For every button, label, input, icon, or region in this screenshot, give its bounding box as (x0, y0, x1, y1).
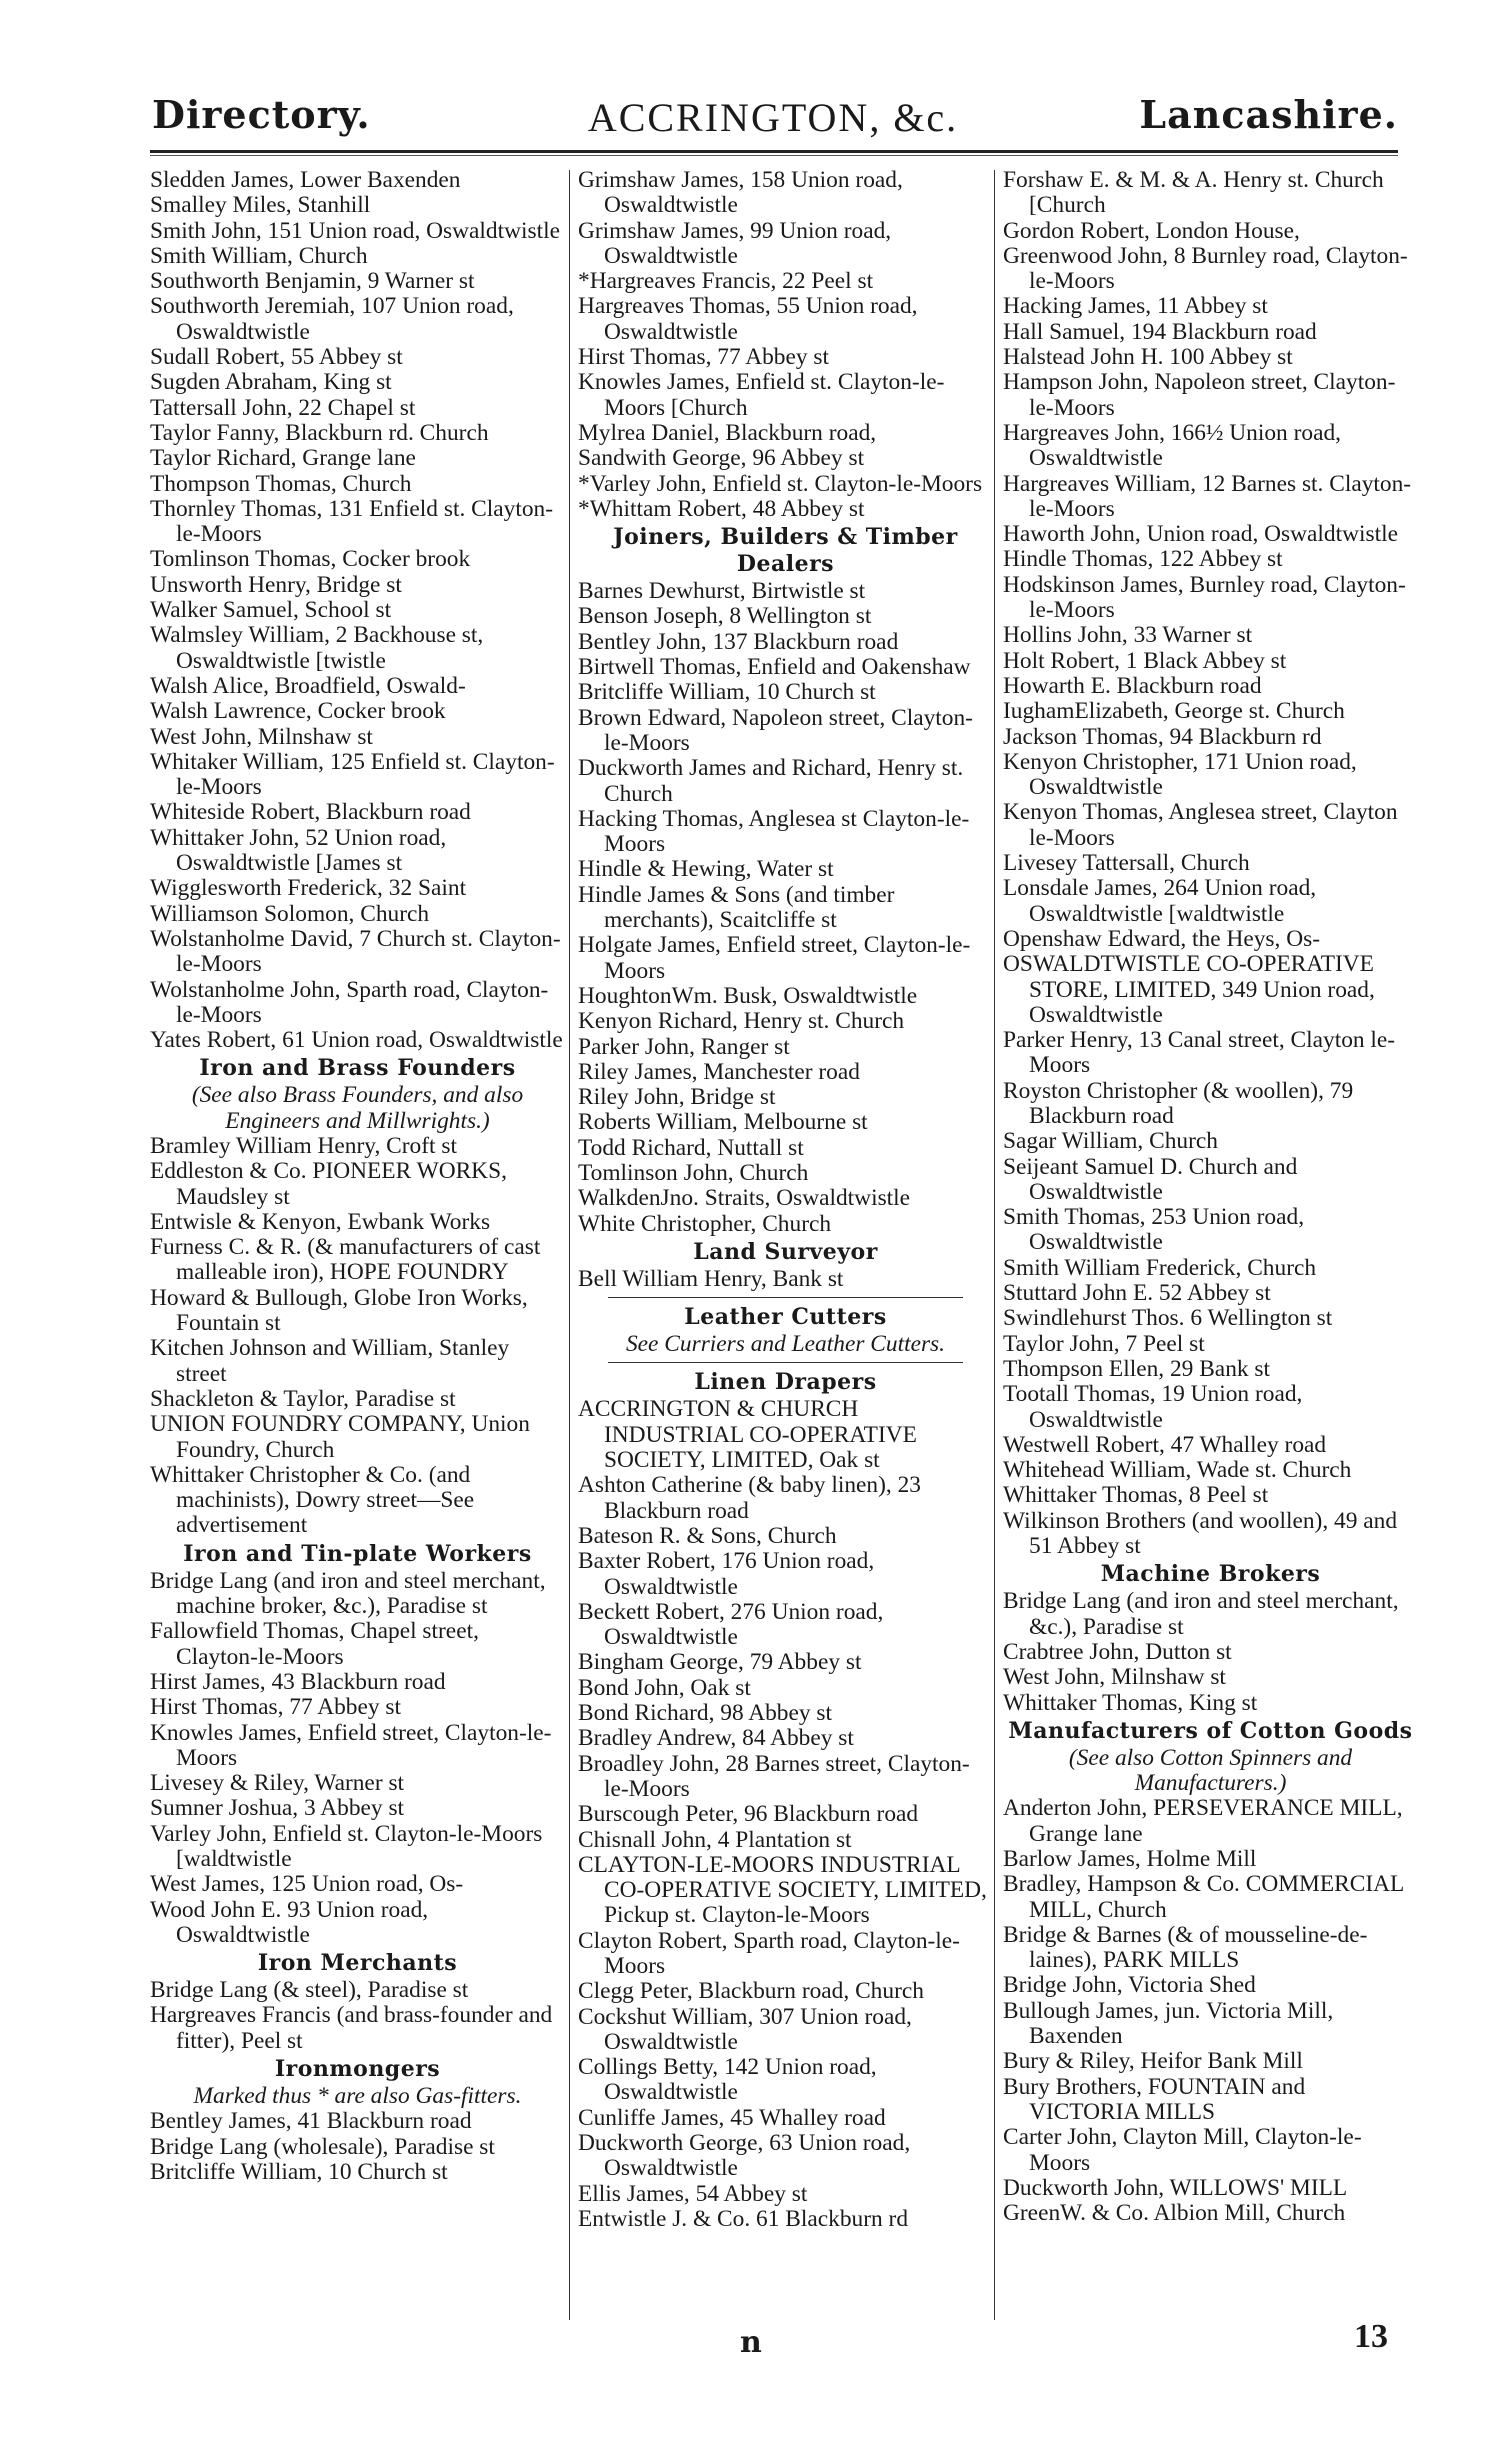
directory-entry: Lonsdale James, 264 Union road, Oswaldtwistle [waldtwistle (1003, 875, 1317, 927)
directory-entry: Ellis James, 54 Abbey st (578, 2180, 808, 2207)
section-divider (608, 1362, 963, 1363)
directory-entry: ACCRINGTON & CHURCH INDUSTRIAL CO-OPERATIVE SOCIETY, LIMITED, Oak st (578, 1396, 917, 1474)
directory-entry: Bateson R. & Sons, Church (578, 1522, 837, 1549)
directory-entry: Ashton Catherine (& baby linen), 23 Blackburn road (578, 1472, 921, 1524)
directory-entry: West James, 125 Union road, Os- (150, 1871, 464, 1898)
directory-entry: Hacking Thomas, Anglesea st Clayton-le-Moors (578, 805, 970, 858)
directory-entry: Birtwell Thomas, Enfield and Oakenshaw (578, 654, 971, 681)
directory-entry: Williamson Solomon, Church (150, 900, 430, 927)
column-2 (578, 168, 993, 2232)
directory-entry: Hirst Thomas, 77 Abbey st (150, 1694, 402, 1721)
directory-entry: Bradley Andrew, 84 Abbey st (578, 1725, 854, 1752)
section-heading: Leather Cutters (684, 1304, 887, 1331)
directory-entry: Bullough James, jun. Victoria Mill, Baxenden (1003, 1997, 1334, 2050)
directory-entry: UNION FOUNDRY COMPANY, Union Foundry, Church (150, 1411, 530, 1463)
directory-entry: Thompson Ellen, 29 Bank st (1003, 1355, 1271, 1382)
directory-entry: Hacking James, 11 Abbey st (1003, 293, 1268, 320)
directory-entry: Tomlinson Thomas, Cocker brook (150, 546, 471, 573)
header-left-title: Directory. (152, 92, 371, 137)
section-note: See Curriers and Leather Cutters. (625, 1331, 946, 1358)
directory-entry: Beckett Robert, 276 Union road, Oswaldtwistle (578, 1598, 884, 1651)
directory-entry: Thornley Thomas, 131 Enfield st. Clayton-le-Moors (150, 495, 553, 548)
directory-entry: *Whittam Robert, 48 Abbey st (578, 495, 865, 522)
directory-entry: Clayton Robert, Sparth road, Clayton-le-Moors (578, 1927, 960, 1979)
directory-entry: Whitehead William, Wade st. Church (1003, 1457, 1352, 1484)
directory-entry: Southworth Benjamin, 9 Warner st (150, 268, 475, 295)
directory-entry: Barnes Dewhurst, Birtwistle st (578, 578, 866, 605)
section-heading: Joiners, Builders & Timber Dealers (613, 524, 958, 578)
directory-entry: Grimshaw James, 99 Union road, Oswaldtwistle (578, 217, 892, 269)
directory-entry: Mylrea Daniel, Blackburn road, (578, 419, 877, 446)
directory-entry: Duckworth George, 63 Union road, Oswaldtwistle (578, 2130, 911, 2182)
section-divider (608, 1297, 963, 1298)
directory-entry: Whittaker John, 52 Union road, Oswaldtwistle [James st (150, 824, 447, 877)
directory-entry: Fallowfield Thomas, Chapel street, Clayton-le-Moors (150, 1618, 479, 1670)
directory-entry: GreenW. & Co. Albion Mill, Church (1003, 2200, 1346, 2227)
directory-entry: Kitchen Johnson and William, Stanley street (150, 1335, 510, 1387)
directory-entry: Taylor Fanny, Blackburn rd. Church (150, 419, 489, 446)
section-heading: Iron Merchants (257, 1950, 458, 1977)
column-divider-1 (569, 170, 570, 2320)
directory-entry: Furness C. & R. (& manufacturers of cast malleable iron), HOPE FOUNDRY (150, 1234, 541, 1286)
directory-entry: West John, Milnshaw st (150, 723, 373, 750)
directory-entry: Southworth Jeremiah, 107 Union road, Oswaldtwistle (150, 293, 514, 345)
directory-entry: Smith William Frederick, Church (1003, 1254, 1317, 1281)
directory-entry: Smalley Miles, Stanhill (150, 192, 371, 219)
directory-entry: Hirst Thomas, 77 Abbey st (578, 344, 830, 371)
directory-entry: Whittaker Christopher & Co. (and machinists), Dowry street—See advertisement (150, 1461, 475, 1539)
directory-entry: Tootall Thomas, 19 Union road, Oswaldtwistle (1003, 1381, 1303, 1433)
directory-entry: Sandwith George, 96 Abbey st (578, 445, 865, 472)
directory-entry: Smith Thomas, 253 Union road, Oswaldtwistle (1003, 1204, 1305, 1256)
directory-entry: Hindle Thomas, 122 Abbey st (1003, 546, 1283, 573)
directory-entry: Walsh Lawrence, Cocker brook (150, 698, 446, 725)
directory-entry: Walker Samuel, School st (150, 597, 392, 624)
directory-entry: Riley John, Bridge st (578, 1084, 776, 1111)
section-heading: Land Surveyor (693, 1238, 878, 1265)
directory-entry: Clegg Peter, Blackburn road, Church (578, 1978, 924, 2005)
directory-entry: Bell William Henry, Bank st (578, 1265, 844, 1292)
directory-entry: Bond John, Oak st (578, 1674, 751, 1701)
directory-entry: Varley John, Enfield st. Clayton-le-Moors [waldtwistle (150, 1820, 543, 1872)
directory-entry: Haworth John, Union road, Oswaldtwistle (1003, 521, 1398, 548)
header-rule (150, 150, 1398, 153)
directory-entry: *Hargreaves Francis, 22 Peel st (578, 268, 874, 295)
directory-entry: Crabtree John, Dutton st (1003, 1638, 1232, 1665)
directory-entry: Hargreaves Thomas, 55 Union road, Oswaldtwistle (578, 293, 918, 345)
directory-entry: Barlow James, Holme Mill (1003, 1846, 1257, 1872)
directory-entry: Greenwood John, 8 Burnley road, Clayton-le-Moors (1003, 242, 1408, 295)
directory-entry: Cunliffe James, 45 Whalley road (578, 2104, 886, 2131)
directory-entry: Hirst James, 43 Blackburn road (150, 1668, 446, 1695)
directory-entry: Burscough Peter, 96 Blackburn road (578, 1801, 919, 1828)
directory-entry: Sugden Abraham, King st (150, 369, 392, 396)
directory-entry: Grimshaw James, 158 Union road, Oswaldtwistle (578, 167, 903, 219)
column-3 (1003, 168, 1418, 2226)
directory-entry: Wood John E. 93 Union road, Oswaldtwistle (150, 1896, 429, 1948)
section-note: (See also Cotton Spinners and Manufacturers.) (1068, 1744, 1353, 1797)
header-center-title: ACCRINGTON, &c. (587, 95, 959, 140)
directory-entry: Jackson Thomas, 94 Blackburn rd (1003, 723, 1322, 750)
directory-entry: Halstead John H. 100 Abbey st (1003, 344, 1293, 371)
directory-entry: *Varley John, Enfield st. Clayton-le-Moors (578, 470, 983, 497)
directory-entry: Yates Robert, 61 Union road, Oswaldtwistle (150, 1027, 563, 1054)
directory-entry: Gordon Robert, London House, (1003, 217, 1300, 244)
directory-entry: OSWALDTWISTLE CO-OPERATIVE STORE, LIMITED, 349 Union road, Oswaldtwistle (1003, 951, 1375, 1028)
directory-entry: Hollins John, 33 Warner st (1003, 622, 1253, 649)
directory-entry: Entwisle & Kenyon, Ewbank Works (150, 1208, 491, 1235)
directory-entry: Royston Christopher (& woollen), 79 Blackburn road (1003, 1077, 1354, 1129)
directory-entry: Whittaker Thomas, King st (1003, 1689, 1258, 1716)
section-heading: Iron and Brass Founders (199, 1055, 516, 1082)
directory-entry: Bridge Lang (and iron and steel merchant, &c.), Paradise st (1003, 1588, 1399, 1640)
directory-entry: Bridge & Barnes (& of mousseline-de-laines), PARK MILLS (1003, 1921, 1368, 1974)
directory-entry: Unsworth Henry, Bridge st (150, 571, 402, 598)
directory-entry: Seijeant Samuel D. Church and Oswaldtwistle (1003, 1153, 1298, 1205)
directory-entry: Hall Samuel, 194 Blackburn road (1003, 318, 1317, 345)
directory-entry: Britcliffe William, 10 Church st (578, 679, 876, 706)
directory-entry: Bridge Lang (& steel), Paradise st (150, 1977, 469, 2004)
directory-entry: Riley James, Manchester road (578, 1058, 860, 1085)
directory-entry: Benson Joseph, 8 Wellington st (578, 603, 872, 630)
directory-entry: Hindle James & Sons (and timber merchants), Scaitcliffe st (578, 881, 895, 934)
directory-entry: Kenyon Richard, Henry st. Church (578, 1008, 905, 1035)
directory-entry: Roberts William, Melbourne st (578, 1109, 868, 1136)
directory-entry: Shackleton & Taylor, Paradise st (150, 1385, 456, 1412)
directory-entry: Bramley William Henry, Croft st (150, 1132, 457, 1159)
directory-entry: Hampson John, Napoleon street, Clayton-le-Moors (1003, 369, 1396, 421)
directory-entry: Bond Richard, 98 Abbey st (578, 1700, 833, 1727)
directory-entry: Swindlehurst Thos. 6 Wellington st (1003, 1305, 1333, 1332)
header-right-title: Lancashire. (1139, 92, 1398, 137)
directory-entry: Sagar William, Church (1003, 1128, 1218, 1155)
directory-entry: Kenyon Thomas, Anglesea street, Clayton le-Moors (1003, 799, 1398, 851)
directory-entry: Hargreaves John, 166½ Union road, Oswaldtwistle (1003, 419, 1342, 472)
header-rule-thin (150, 155, 1398, 156)
directory-entry: Bradley, Hampson & Co. COMMERCIAL MILL, Church (1003, 1871, 1404, 1923)
directory-entry: Wolstanholme David, 7 Church st. Clayton-le-Moors (150, 925, 561, 978)
directory-entry: Tomlinson John, Church (578, 1159, 809, 1186)
directory-entry: Bridge John, Victoria Shed (1003, 1972, 1256, 1999)
directory-entry: Hindle & Hewing, Water st (578, 856, 834, 883)
directory-entry: Sudall Robert, 55 Abbey st (150, 344, 403, 371)
directory-entry: IughamElizabeth, George st. Church (1003, 698, 1345, 725)
directory-entry: White Christopher, Church (578, 1210, 832, 1237)
directory-entry: Taylor John, 7 Peel st (1003, 1330, 1205, 1357)
directory-entry: Forshaw E. & M. & A. Henry st. Church [Church (1003, 167, 1384, 219)
directory-entry: Chisnall John, 4 Plantation st (578, 1826, 852, 1853)
directory-entry: Bingham George, 79 Abbey st (578, 1649, 862, 1676)
directory-entry: Knowles James, Enfield st. Clayton-le-Moors [Church (578, 369, 945, 421)
directory-entry: Holt Robert, 1 Black Abbey st (1003, 647, 1287, 674)
directory-entry: Sledden James, Lower Baxenden (150, 167, 461, 193)
directory-entry: Todd Richard, Nuttall st (578, 1134, 804, 1161)
directory-entry: Whitaker William, 125 Enfield st. Clayton-le-Moors (150, 748, 555, 801)
directory-entry: Hargreaves William, 12 Barnes st. Clayton-le-Moors (1003, 470, 1412, 522)
directory-entry: Bury & Riley, Heifor Bank Mill (1003, 2048, 1303, 2075)
directory-entry: HoughtonWm. Busk, Oswaldtwistle (578, 982, 918, 1009)
directory-entry: Livesey Tattersall, Church (1003, 850, 1250, 877)
directory-entry: Howarth E. Blackburn road (1003, 672, 1262, 699)
directory-entry: Broadley John, 28 Barnes street, Clayton-le-Moors (578, 1750, 970, 1802)
directory-entry: Wigglesworth Frederick, 32 Saint (150, 875, 467, 902)
directory-entry: Bentley James, 41 Blackburn road (150, 2108, 472, 2135)
directory-entry: Britcliffe William, 10 Church st (150, 2158, 448, 2185)
column-divider-2 (994, 170, 995, 2320)
directory-entry: Holgate James, Enfield street, Clayton-le-Moors (578, 932, 971, 984)
directory-entry: Brown Edward, Napoleon street, Clayton-le-Moors (578, 704, 973, 756)
directory-entry: Whittaker Thomas, 8 Peel st (1003, 1482, 1269, 1509)
directory-entry: Openshaw Edward, the Heys, Os- (1003, 925, 1320, 952)
directory-entry: Duckworth James and Richard, Henry st. Church (578, 755, 964, 807)
directory-entry: Bury Brothers, FOUNTAIN and VICTORIA MILLS (1003, 2073, 1306, 2125)
section-heading: Linen Drapers (694, 1369, 877, 1396)
directory-entry: Duckworth John, WILLOWS' MILL (1003, 2174, 1348, 2201)
section-heading: Manufacturers of Cotton Goods (1008, 1717, 1413, 1744)
directory-entry: Wilkinson Brothers (and woollen), 49 and 51 Abbey st (1003, 1507, 1398, 1560)
directory-entry: Eddleston & Co. PIONEER WORKS, Maudsley st (150, 1158, 507, 1210)
directory-entry: Entwistle J. & Co. 61 Blackburn rd (578, 2205, 909, 2232)
directory-entry: Bridge Lang (and iron and steel merchant, machine broker, &c.), Paradise st (150, 1567, 546, 1620)
directory-entry: Smith William, Church (150, 242, 368, 269)
section-heading: Ironmongers (274, 2056, 441, 2083)
directory-entry: Walmsley William, 2 Backhouse st, Oswaldtwistle [twistle (150, 622, 484, 674)
directory-entry: Livesey & Riley, Warner st (150, 1770, 405, 1797)
section-heading: Iron and Tin-plate Workers (183, 1540, 532, 1567)
section-heading: Machine Brokers (1100, 1561, 1321, 1588)
directory-entry: Baxter Robert, 176 Union road, Oswaldtwistle (578, 1548, 875, 1600)
footer-signature: n (740, 2325, 762, 2360)
section-note: Marked thus * are also Gas-fitters. (193, 2083, 522, 2110)
directory-entry: Carter John, Clayton Mill, Clayton-le-Moors (1003, 2124, 1362, 2176)
column-1 (150, 168, 565, 2185)
directory-entry: Cockshut William, 307 Union road, Oswaldtwistle (578, 2003, 912, 2055)
directory-entry: Bridge Lang (wholesale), Paradise st (150, 2133, 495, 2160)
directory-entry: WalkdenJno. Straits, Oswaldtwistle (578, 1185, 911, 1212)
directory-entry: Stuttard John E. 52 Abbey st (1003, 1280, 1271, 1307)
directory-entry: Walsh Alice, Broadfield, Oswald- (150, 672, 466, 699)
directory-entry: Tattersall John, 22 Chapel st (150, 394, 416, 421)
directory-entry: Kenyon Christopher, 171 Union road, Oswaldtwistle (1003, 748, 1357, 801)
directory-entry: Hodskinson James, Burnley road, Clayton-le-Moors (1003, 571, 1406, 624)
directory-entry: Thompson Thomas, Church (150, 470, 412, 497)
directory-entry: Hargreaves Francis (and brass-founder and fitter), Peel st (150, 2002, 553, 2054)
directory-entry: CLAYTON-LE-MOORS INDUSTRIAL CO-OPERATIVE SOCIETY, LIMITED, Pickup st. Clayton-le-Moors (578, 1851, 987, 1929)
directory-entry: Bentley John, 137 Blackburn road (578, 628, 899, 655)
directory-entry: Smith John, 151 Union road, Oswaldtwistle (150, 217, 560, 244)
directory-entry: Anderton John, PERSEVERANCE MILL, Grange lane (1003, 1795, 1403, 1847)
directory-entry: Parker Henry, 13 Canal street, Clayton le-Moors (1003, 1027, 1396, 1079)
directory-entry: Howard & Bullough, Globe Iron Works, Fountain st (150, 1284, 528, 1337)
directory-entry: Collings Betty, 142 Union road, Oswaldtwistle (578, 2054, 877, 2106)
directory-entry: Taylor Richard, Grange lane (150, 445, 416, 472)
directory-entry: Knowles James, Enfield street, Clayton-le-Moors (150, 1719, 552, 1771)
page-header (148, 92, 1398, 152)
directory-entry: West John, Milnshaw st (1003, 1664, 1226, 1691)
directory-entry: Westwell Robert, 47 Whalley road (1003, 1431, 1327, 1458)
page-number: 13 (1354, 2318, 1388, 2355)
directory-entry: Parker John, Ranger st (578, 1033, 790, 1060)
directory-entry: Whiteside Robert, Blackburn road (150, 799, 471, 826)
directory-entry: Sumner Joshua, 3 Abbey st (150, 1795, 405, 1822)
directory-entry: Wolstanholme John, Sparth road, Clayton-le-Moors (150, 976, 549, 1028)
section-note: (See also Brass Founders, and also Engineers and Millwrights.) (191, 1082, 524, 1134)
